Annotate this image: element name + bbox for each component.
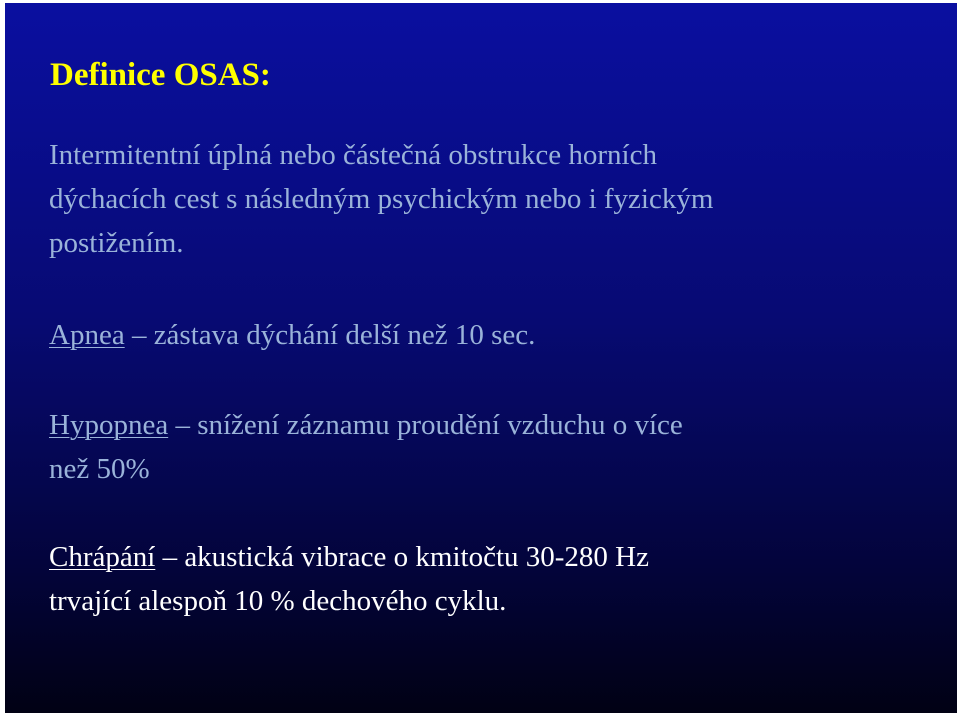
apnea-definition	[49, 313, 535, 357]
snoring-dash: –	[155, 541, 185, 573]
snoring-definition	[49, 535, 649, 623]
definition-line-1: Intermitentní úplná nebo částečná obstrukce horních	[49, 139, 657, 171]
snoring-text-2: trvající alespoň 10 % dechového cyklu.	[49, 585, 507, 617]
apnea-term: Apnea	[49, 319, 125, 351]
apnea-dash: –	[124, 319, 154, 351]
hypopnea-dash: –	[168, 409, 198, 441]
hypopnea-text-2: než 50%	[49, 453, 150, 485]
snoring-term: Chrápání	[49, 541, 156, 573]
apnea-text: zástava dýchání delší než 10 sec.	[153, 319, 536, 351]
snoring-text-1: akustická vibrace o kmitočtu 30-280 Hz	[184, 541, 649, 573]
definition-line-2: dýchacích cest s následným psychickým nebo i fyzickým	[49, 183, 714, 215]
slide	[5, 3, 957, 713]
hypopnea-term: Hypopnea	[49, 409, 169, 441]
hypopnea-text-1: snížení záznamu proudění vzduchu o více	[197, 409, 683, 441]
slide-title: Definice OSAS:	[50, 57, 271, 93]
hypopnea-definition	[49, 403, 683, 491]
osas-definition	[49, 133, 713, 265]
definition-line-3: postižením.	[49, 227, 184, 259]
